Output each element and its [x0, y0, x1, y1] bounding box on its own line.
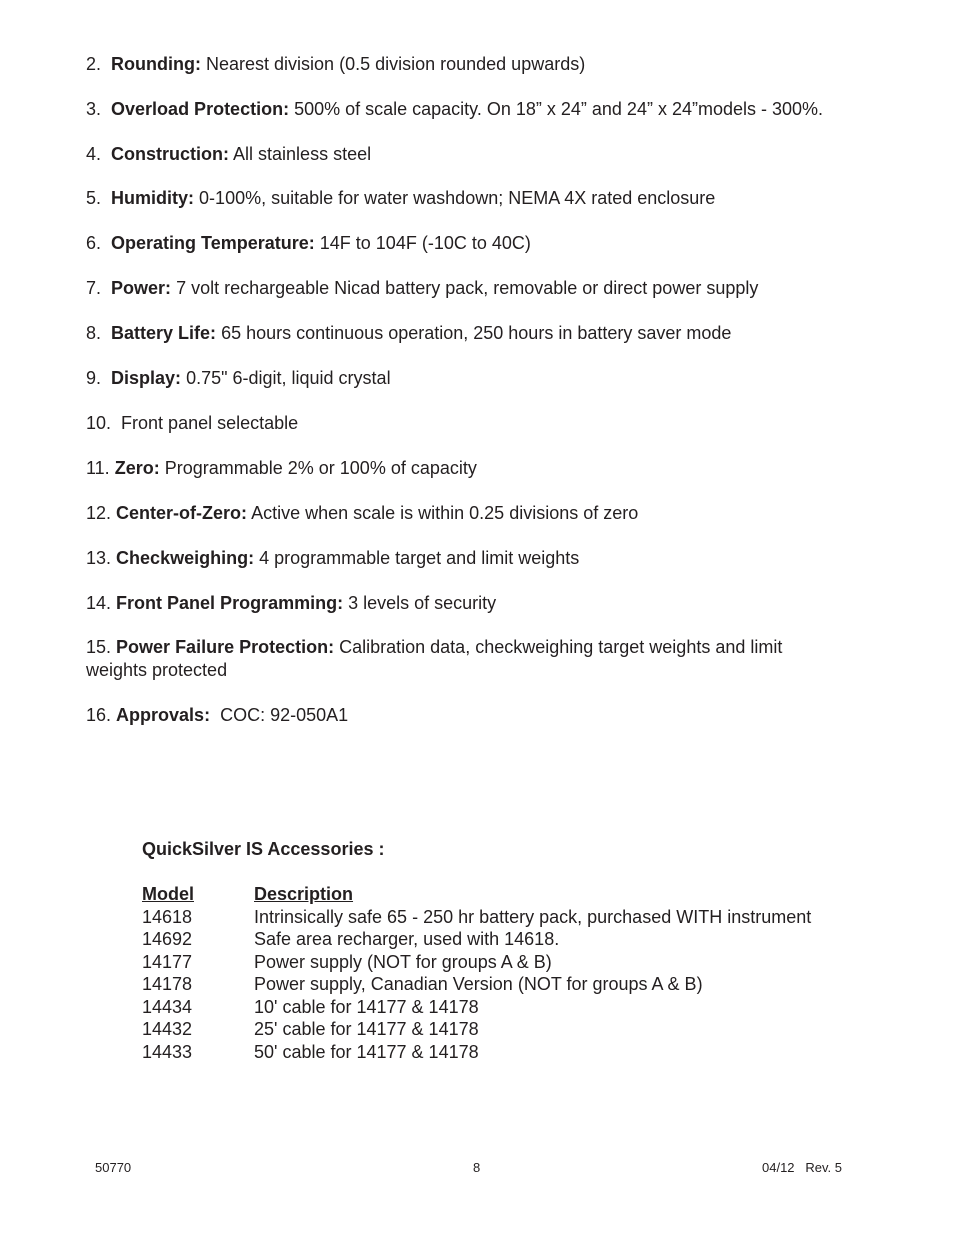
spec-number: 16.	[86, 705, 112, 725]
spec-item-front-panel-selectable	[86, 412, 886, 435]
spec-label: Rounding:	[111, 54, 201, 74]
spec-number: 6.	[86, 233, 102, 253]
spec-text: COC: 92-050A1	[220, 705, 349, 725]
table-row	[142, 996, 811, 1019]
description-cell: Power supply, Canadian Version (NOT for groups A & B)	[254, 974, 703, 994]
accessories-title: QuickSilver IS Accessories :	[142, 839, 385, 859]
spec-number: 3.	[86, 99, 102, 119]
spec-label: Battery Life:	[111, 323, 217, 343]
table-header-row	[142, 883, 811, 906]
description-cell: Safe area recharger, used with 14618.	[254, 929, 560, 949]
spec-item-approvals	[86, 704, 886, 727]
spec-label: Center-of-Zero:	[116, 503, 248, 523]
spec-item-overload-protection	[86, 98, 886, 121]
spec-text: Front panel selectable	[121, 413, 299, 433]
table-row	[142, 951, 811, 974]
spec-label: Front Panel Programming:	[116, 593, 344, 613]
spec-item-rounding	[86, 53, 886, 76]
description-cell: Power supply (NOT for groups A & B)	[254, 951, 552, 972]
description-cell: 10' cable for 14177 & 14178	[254, 996, 479, 1017]
spec-number: 2.	[86, 54, 102, 74]
spec-number: 13.	[86, 548, 112, 568]
table-row	[142, 906, 811, 929]
spec-item-checkweighing	[86, 547, 886, 570]
spec-label: Construction:	[111, 144, 230, 164]
spec-label: Approvals:	[116, 705, 211, 725]
spec-label: Overload Protection:	[111, 99, 290, 119]
spec-number: 12.	[86, 503, 112, 523]
model-cell: 14178	[142, 974, 193, 994]
spec-label: Power:	[111, 278, 172, 298]
spec-text: 7 volt rechargeable Nicad battery pack, removable or direct power supply	[176, 278, 759, 298]
spec-item-battery-life	[86, 322, 886, 345]
spec-label: Checkweighing:	[116, 548, 255, 568]
column-header-description: Description	[254, 884, 354, 904]
accessories-table	[142, 883, 811, 1063]
model-cell: 14177	[142, 951, 193, 972]
spec-item-power	[86, 277, 886, 300]
footer-doc-number: 50770	[95, 1160, 132, 1175]
spec-text: 4 programmable target and limit weights	[259, 548, 580, 568]
spec-text: Nearest division (0.5 division rounded upwards)	[206, 54, 586, 74]
spec-text: Programmable 2% or 100% of capacity	[164, 458, 477, 478]
spec-text: All stainless steel	[233, 144, 372, 164]
spec-number: 5.	[86, 188, 102, 208]
spec-text: 65 hours continuous operation, 250 hours in battery saver mode	[221, 323, 732, 343]
spec-number: 10.	[86, 413, 112, 433]
model-cell: 14432	[142, 1019, 193, 1039]
spec-text: 0.75" 6-digit, liquid crystal	[186, 368, 391, 388]
spec-number: 14.	[86, 593, 112, 613]
spec-text: 500% of scale capacity. On 18” x 24” and 24” x 24”models - 300%.	[294, 99, 824, 119]
model-cell: 14434	[142, 996, 193, 1017]
spec-label: Power Failure Protection:	[116, 637, 335, 657]
model-cell: 14433	[142, 1041, 193, 1062]
model-cell: 14692	[142, 929, 193, 949]
spec-label: Operating Temperature:	[111, 233, 315, 253]
spec-text: Calibration data, checkweighing target weights and limit weights protected	[86, 637, 783, 680]
spec-label: Zero:	[114, 458, 160, 478]
table-row	[142, 1018, 811, 1041]
spec-number: 8.	[86, 323, 102, 343]
footer-revision: 04/12 Rev. 5	[762, 1160, 842, 1175]
spec-text: 3 levels of security	[348, 593, 497, 613]
spec-number: 7.	[86, 278, 102, 298]
table-row	[142, 1041, 811, 1064]
table-row	[142, 973, 811, 996]
spec-item-humidity	[86, 187, 886, 210]
spec-number: 4.	[86, 144, 102, 164]
spec-item-center-of-zero	[86, 502, 886, 525]
spec-item-power-failure-protection	[86, 636, 846, 682]
spec-item-front-panel-programming	[86, 592, 886, 615]
spec-number: 9.	[86, 368, 102, 388]
description-cell: 50' cable for 14177 & 14178	[254, 1041, 479, 1062]
spec-number: 15.	[86, 637, 112, 657]
spec-item-display	[86, 367, 886, 390]
spec-item-zero	[86, 457, 886, 480]
footer-page-number: 8	[473, 1160, 481, 1175]
spec-number: 11.	[86, 458, 110, 478]
spec-text: 14F to 104F (-10C to 40C)	[319, 233, 531, 253]
model-cell: 14618	[142, 906, 193, 927]
spec-label: Display:	[111, 368, 182, 388]
spec-label: Humidity:	[111, 188, 195, 208]
spec-text: Active when scale is within 0.25 divisions of zero	[251, 503, 639, 523]
spec-text: 0-100%, suitable for water washdown; NEMA 4X rated enclosure	[199, 188, 716, 208]
description-cell: 25' cable for 14177 & 14178	[254, 1019, 479, 1039]
spec-item-operating-temperature	[86, 232, 886, 255]
column-header-model: Model	[142, 884, 194, 904]
table-row	[142, 928, 811, 951]
spec-item-construction	[86, 143, 886, 166]
description-cell: Intrinsically safe 65 - 250 hr battery pack, purchased WITH instrument	[254, 906, 812, 927]
